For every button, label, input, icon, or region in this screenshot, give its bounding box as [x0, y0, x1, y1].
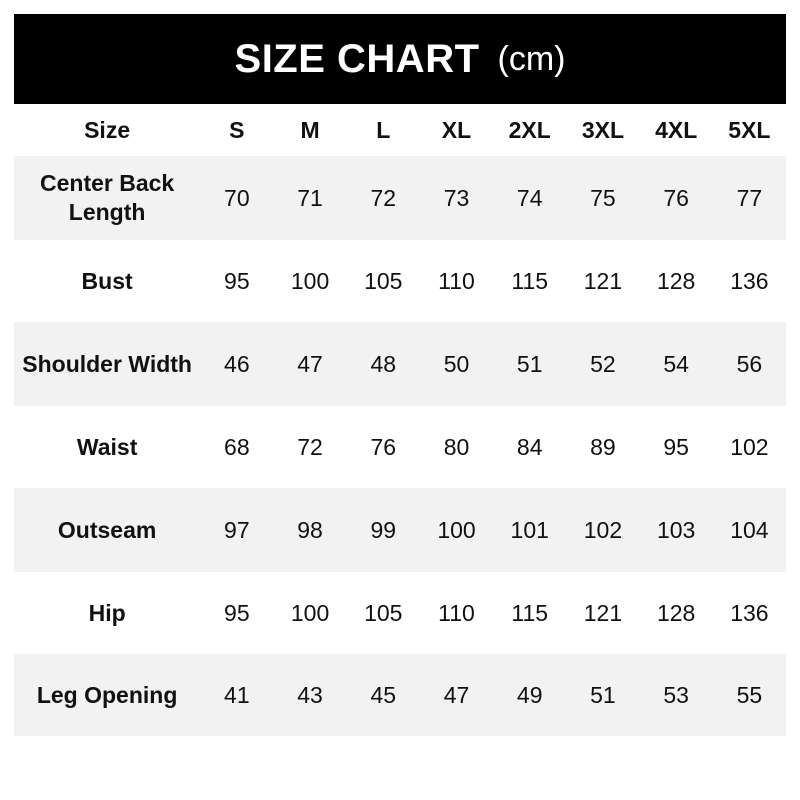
column-header-m: M	[273, 104, 346, 156]
cell-center-back-length-5xl: 77	[713, 156, 786, 240]
cell-hip-s: 95	[200, 572, 273, 654]
row-label-shoulder-width: Shoulder Width	[14, 322, 200, 406]
cell-center-back-length-xl: 73	[420, 156, 493, 240]
table-row	[14, 240, 786, 322]
cell-hip-4xl: 128	[640, 572, 713, 654]
row-label-outseam: Outseam	[14, 488, 200, 572]
column-header-2xl: 2XL	[493, 104, 566, 156]
cell-hip-l: 105	[347, 572, 420, 654]
cell-center-back-length-3xl: 75	[566, 156, 639, 240]
chart-title-unit: (cm)	[497, 39, 566, 78]
cell-leg-opening-m: 43	[273, 654, 346, 736]
cell-leg-opening-3xl: 51	[566, 654, 639, 736]
cell-outseam-l: 99	[347, 488, 420, 572]
column-header-l: L	[347, 104, 420, 156]
chart-title: SIZE CHART	[234, 36, 480, 81]
cell-bust-5xl: 136	[713, 240, 786, 322]
row-label-leg-opening: Leg Opening	[14, 654, 200, 736]
cell-waist-l: 76	[347, 406, 420, 488]
cell-bust-3xl: 121	[566, 240, 639, 322]
cell-outseam-xl: 100	[420, 488, 493, 572]
cell-bust-l: 105	[347, 240, 420, 322]
cell-outseam-2xl: 101	[493, 488, 566, 572]
cell-bust-m: 100	[273, 240, 346, 322]
cell-hip-5xl: 136	[713, 572, 786, 654]
column-header-xl: XL	[420, 104, 493, 156]
cell-hip-xl: 110	[420, 572, 493, 654]
row-label-bust: Bust	[14, 240, 200, 322]
table-row	[14, 488, 786, 572]
table-header-row	[14, 104, 786, 156]
cell-bust-2xl: 115	[493, 240, 566, 322]
column-header-size: Size	[14, 104, 200, 156]
cell-leg-opening-s: 41	[200, 654, 273, 736]
cell-waist-xl: 80	[420, 406, 493, 488]
cell-waist-3xl: 89	[566, 406, 639, 488]
chart-title-bar	[14, 14, 786, 104]
cell-waist-m: 72	[273, 406, 346, 488]
cell-shoulder-width-m: 47	[273, 322, 346, 406]
size-chart-table	[14, 104, 786, 736]
cell-shoulder-width-4xl: 54	[640, 322, 713, 406]
cell-outseam-4xl: 103	[640, 488, 713, 572]
cell-hip-3xl: 121	[566, 572, 639, 654]
cell-bust-xl: 110	[420, 240, 493, 322]
table-row	[14, 406, 786, 488]
cell-shoulder-width-5xl: 56	[713, 322, 786, 406]
row-label-center-back-length: Center Back Length	[14, 156, 200, 240]
cell-leg-opening-5xl: 55	[713, 654, 786, 736]
row-label-waist: Waist	[14, 406, 200, 488]
cell-center-back-length-2xl: 74	[493, 156, 566, 240]
cell-waist-s: 68	[200, 406, 273, 488]
column-header-s: S	[200, 104, 273, 156]
column-header-4xl: 4XL	[640, 104, 713, 156]
table-row	[14, 654, 786, 736]
cell-shoulder-width-3xl: 52	[566, 322, 639, 406]
cell-outseam-5xl: 104	[713, 488, 786, 572]
cell-waist-5xl: 102	[713, 406, 786, 488]
row-label-hip: Hip	[14, 572, 200, 654]
cell-leg-opening-2xl: 49	[493, 654, 566, 736]
table-row	[14, 156, 786, 240]
cell-leg-opening-4xl: 53	[640, 654, 713, 736]
table-row	[14, 572, 786, 654]
cell-waist-2xl: 84	[493, 406, 566, 488]
cell-leg-opening-l: 45	[347, 654, 420, 736]
cell-hip-2xl: 115	[493, 572, 566, 654]
cell-bust-s: 95	[200, 240, 273, 322]
cell-shoulder-width-2xl: 51	[493, 322, 566, 406]
cell-center-back-length-m: 71	[273, 156, 346, 240]
cell-hip-m: 100	[273, 572, 346, 654]
cell-outseam-m: 98	[273, 488, 346, 572]
cell-outseam-s: 97	[200, 488, 273, 572]
cell-outseam-3xl: 102	[566, 488, 639, 572]
cell-shoulder-width-l: 48	[347, 322, 420, 406]
column-header-5xl: 5XL	[713, 104, 786, 156]
cell-waist-4xl: 95	[640, 406, 713, 488]
cell-bust-4xl: 128	[640, 240, 713, 322]
cell-center-back-length-l: 72	[347, 156, 420, 240]
table-row	[14, 322, 786, 406]
cell-center-back-length-s: 70	[200, 156, 273, 240]
cell-shoulder-width-s: 46	[200, 322, 273, 406]
cell-leg-opening-xl: 47	[420, 654, 493, 736]
cell-shoulder-width-xl: 50	[420, 322, 493, 406]
cell-center-back-length-4xl: 76	[640, 156, 713, 240]
column-header-3xl: 3XL	[566, 104, 639, 156]
